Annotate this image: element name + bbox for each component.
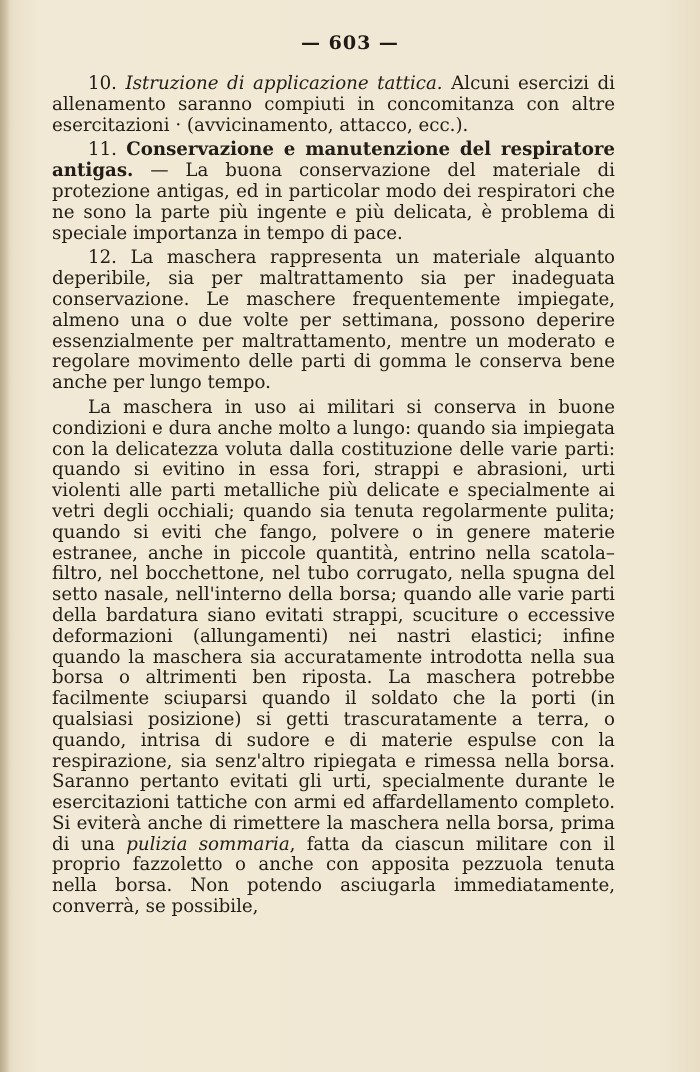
paragraph-11-title: Conservazione e manutenzione del respiratore antigas. <box>52 139 615 182</box>
paragraph-11-number: 11. <box>88 139 117 161</box>
paragraph-10 <box>52 74 615 136</box>
paragraph-11 <box>52 140 615 244</box>
paragraph-12 <box>52 248 615 394</box>
paragraph-12-number: 12. <box>88 247 117 269</box>
paragraph-10-number: 10. <box>88 73 117 94</box>
paragraph-10-title: Istruzione di applicazione tattica. <box>125 73 443 94</box>
binding-shadow <box>0 0 10 1072</box>
body-text <box>52 74 615 926</box>
paragraph-13-text-b: , fatta da ciascun militare con il proprio fazzoletto o anche con apposita pezzuola tenuta nella borsa. Non potendo asciugarla immediatamente, converrà, se possibile, <box>52 833 615 918</box>
paragraph-10-text: Alcuni esercizi di allenamento saranno compiuti in concomitanza con altre esercitazioni · (avvicinamento, attacco, ecc.). <box>52 73 615 136</box>
paragraph-13-emphasis: pulizia sommaria <box>126 833 290 855</box>
paragraph-13-text-a: La maschera in uso ai militari si conserva in buone condizioni e dura anche molto a lungo: quando sia impiegata con la delicatezza voluta dalla costituzione delle varie parti: quando si evitino in essa fori, strappi e abrasioni, urti violenti alle parti metalliche più delicate e specialmente ai vetri degli occhiali; quando sia tenuta regolarmente pulita; quando si eviti che fango, polvere o in genere materie estranee, anche in piccole quantità, entrino nella scatola–filtro, nel bocchettone, nel tubo corrugato, nella spugna del setto nasale, nell'interno della borsa; quando alle varie parti della bardatura siano evitati strappi, scuciture o eccessive deformazioni (allungamenti) nei nastri elastici; infine quando la maschera sia accuratamente introdotta nella sua borsa o altrimenti ben riposta. La maschera potrebbe facilmente sciuparsi quando il soldato che la porti (in qualsiasi posizione) si getti trascuratamente a terra, o quando, intrisa di sudore e di materie espulse con la respirazione, sia senz'altro ripiegata e rimessa nella borsa. Saranno pertanto evitati gli urti, specialmente durante le esercitazioni tattiche con armi ed affardellamento completo. Si eviterà anche di rimettere la maschera nella borsa, prima di una <box>52 396 615 855</box>
page-number: — 603 — <box>301 32 399 54</box>
paragraph-12-text: La maschera rappresenta un materiale alquanto deperibile, sia per maltrattamento sia per inadeguata conservazione. Le maschere frequentemente impiegate, almeno una o due volte per settimana, possono deperire essenzialmente per maltrattamento, mentre un moderato e regolare movimento delle parti di gomma le conserva bene anche per lungo tempo. <box>52 247 615 394</box>
paragraph-11-text: — La buona conservazione del materiale di protezione antigas, ed in particolar modo dei respiratori che ne sono la parte più ingente e più delicata, è problema di speciale importanza in tempo di pace. <box>52 160 615 244</box>
paragraph-13 <box>52 398 615 918</box>
